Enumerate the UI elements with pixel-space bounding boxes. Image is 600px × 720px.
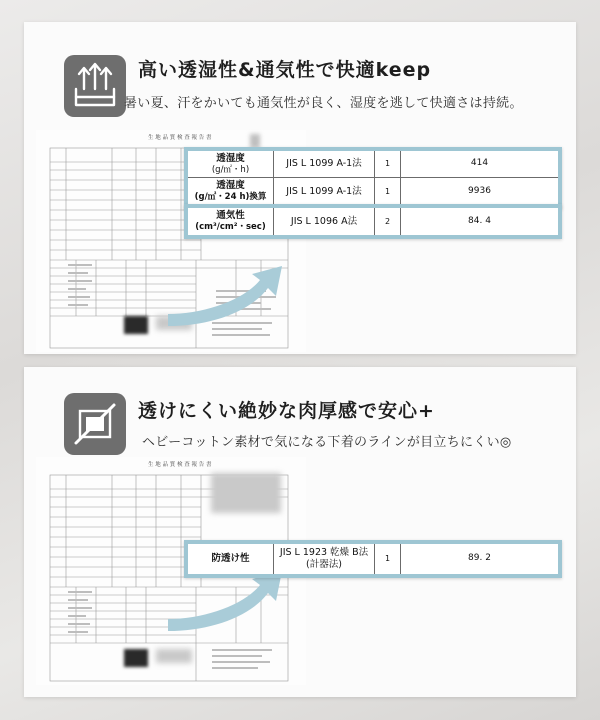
section-subtitle: ヘビーコットン素材で気になる下着のラインが目立ちにくい◎ [142, 435, 512, 450]
property-name: 通気性 [216, 210, 245, 222]
property-cell [188, 178, 274, 205]
sample-count-cell: 1 [375, 178, 401, 205]
value-cell: 89. 2 [468, 553, 491, 564]
blurred-logo [124, 649, 148, 667]
method-note: (計器法) [306, 559, 342, 570]
blurred-stamp [250, 134, 260, 148]
property-cell: 防透け性 [188, 544, 274, 574]
report-title: 生 地 品 質 検 査 報 告 書 [148, 462, 212, 468]
sample-count-cell: 2 [375, 208, 401, 235]
blurred-logo [124, 316, 148, 334]
result-row [188, 178, 558, 205]
result-row [188, 151, 558, 178]
value-cell: 9936 [468, 185, 491, 196]
method-cell: JIS L 1099 A-1法 [274, 178, 375, 205]
section-title: 高い透湿性&通気性で快適keep [138, 59, 432, 81]
callout-arrow [164, 262, 294, 332]
results-highlight-humidity [184, 147, 562, 209]
section-subtitle: 暑い夏、汗をかいても通気性が良く、湿度を逃して快適さは持続。 [124, 96, 523, 111]
property-unit: (g/㎡・24 h)換算 [194, 192, 267, 203]
breathability-panel [24, 22, 576, 354]
result-row [188, 544, 558, 574]
method-cell [274, 544, 375, 574]
blurred-name [156, 649, 192, 663]
value-cell: 414 [470, 158, 489, 169]
property-name: 透湿度 [216, 152, 245, 164]
opacity-panel [24, 367, 576, 697]
property-unit: (cm³/cm²・sec) [195, 222, 266, 233]
value-cell: 84. 4 [468, 215, 491, 226]
property-cell [188, 208, 274, 235]
method-name: JIS L 1923 乾燥 B法 [279, 547, 369, 559]
sample-count-cell: 1 [375, 151, 401, 177]
breathable-fabric-icon [64, 55, 126, 117]
method-cell: JIS L 1096 A法 [274, 208, 375, 235]
results-highlight-see-through [184, 540, 562, 578]
sample-count-cell: 1 [375, 544, 401, 574]
result-row [188, 208, 558, 235]
report-title: 生 地 品 質 検 査 報 告 書 [148, 135, 212, 141]
method-cell: JIS L 1099 A-1法 [274, 151, 375, 177]
property-cell [188, 151, 274, 177]
section-title: 透けにくい絶妙な肉厚感で安心+ [138, 400, 435, 422]
property-unit: (g/㎡・h) [211, 164, 250, 175]
property-name: 透湿度 [216, 180, 245, 192]
no-see-through-icon [64, 393, 126, 455]
results-highlight-air-permeability [184, 204, 562, 239]
blurred-address [211, 473, 281, 513]
